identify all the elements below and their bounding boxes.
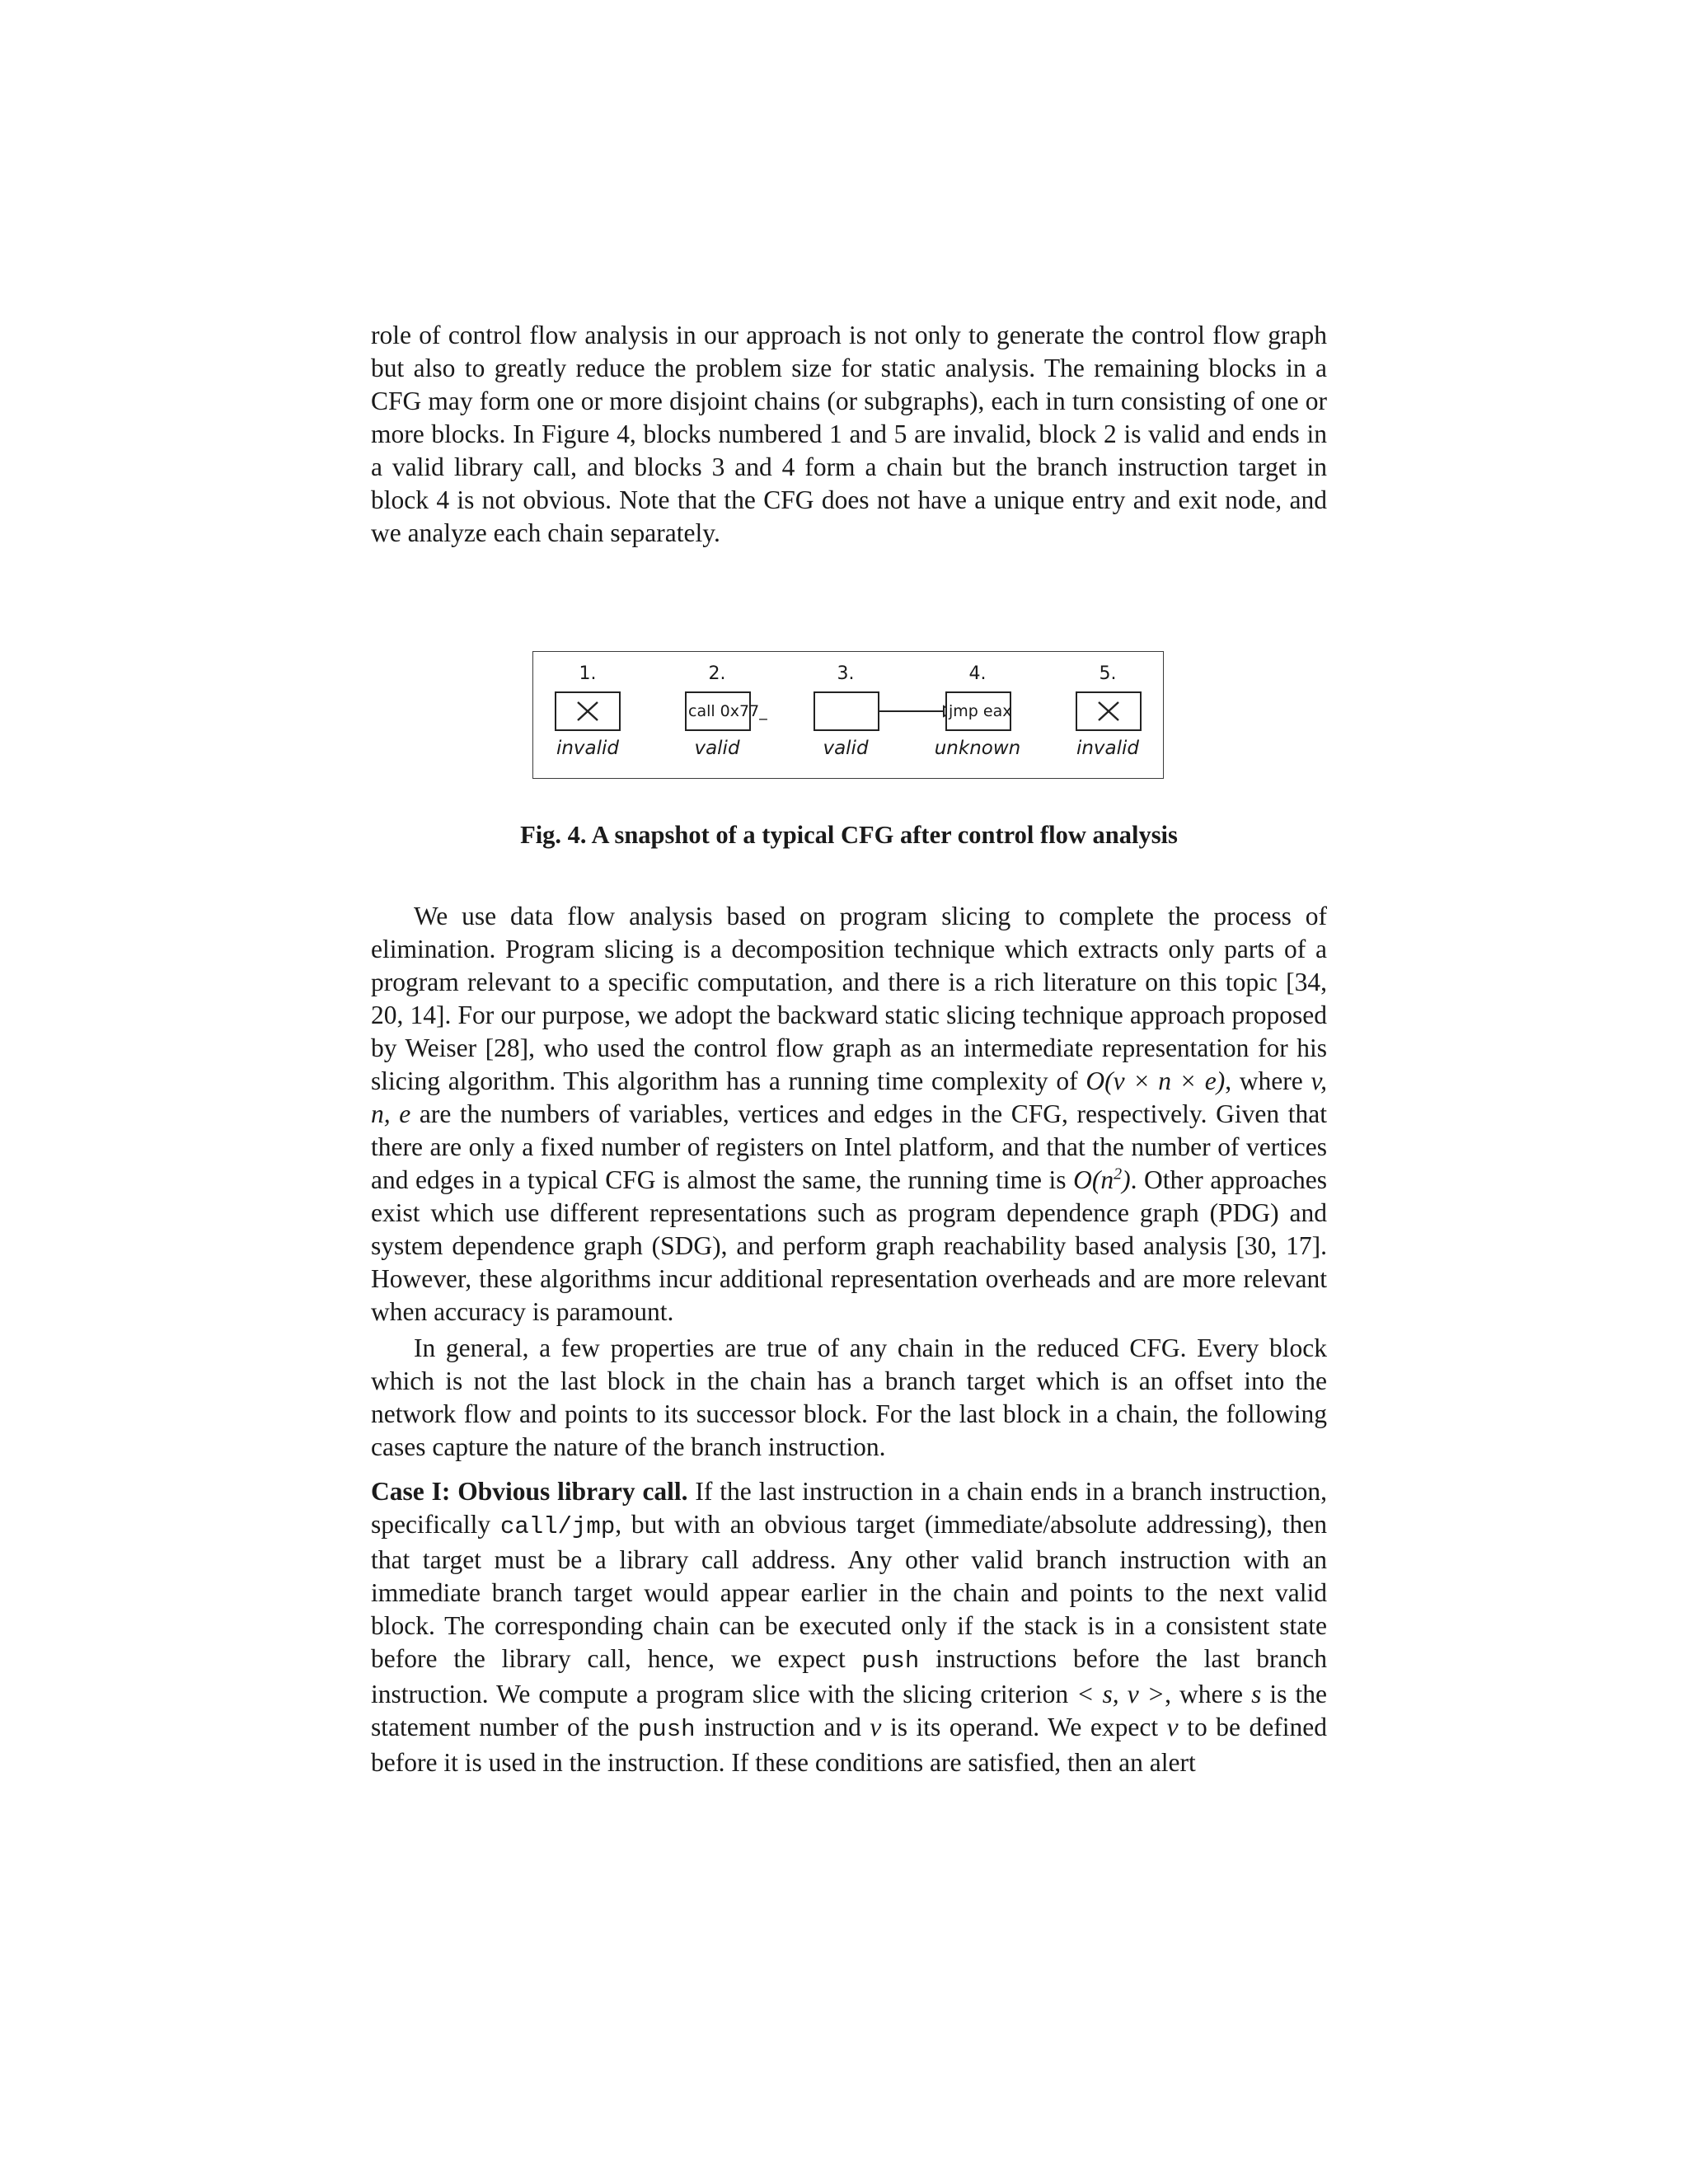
block-box [945,691,1011,731]
cfg-figure [532,651,1164,779]
block-status: valid [694,738,740,759]
block-number: 2. [708,663,726,684]
slicing-criterion: < s, v > [1076,1680,1165,1708]
cfg-block-3 [784,652,907,776]
slicing-text-1: We use data flow analysis based on program slicing to complete the process of elimination. Program slicing is a decomposition technique which extracts only parts of a program relevant to a specific computation, and there is a rich literature on this topic [34, 20, 14]. For our purpose, we adopt the backward static slicing technique approach proposed by Weiser [28], who used the control flow graph as an intermediate representation for his slicing algorithm. This algorithm has a running time complexity of [371,902,1327,1095]
slicing-text-2: , where [1225,1066,1311,1095]
cfg-block-2 [655,652,779,776]
cross-icon [576,701,599,722]
cfg-block-4 [916,652,1039,776]
complexity-formula: O(v × n × e) [1085,1066,1226,1095]
block-number: 3. [837,663,855,684]
block-status: valid [823,738,869,759]
variable-list: v, n, e [371,1066,1328,1128]
block-instruction: jmp eax [949,702,1012,720]
case-1-paragraph: Case I: Obvious library call. If the last instruction in a chain ends in a branch instruction, specifically call/jmp, but with an obvious target (immediate/absolute addressing), then that target must be a library call address. Any other valid branch instruction with an immediate branch target would appear earlier in the chain and points to the next valid block. The corresponding chain can be executed only if the stack is in a consistent state before the library call, hence, we expect push instructions before the last branch instruction. We compute a program slice with the slicing criterion < s, v >, where s is the statement number of the push instruction and v is its operand. We expect v to be defined before it is used in the instruction. If these conditions are satisfied, then an alert [371,1477,1328,1777]
code-push: push [637,1716,696,1743]
block-status: invalid [1076,738,1140,759]
block-number: 5. [1099,663,1117,684]
body-section [371,900,1327,1779]
block-box [555,691,621,731]
block-box [814,691,879,731]
cross-icon [1097,701,1120,722]
block-box [1076,691,1142,731]
intro-text: role of control flow analysis in our approach is not only to generate the control flow graph but also to greatly reduce the problem size for static analysis. The remaining blocks in a CFG may form one or more disjoint chains (or subgraphs), each in turn consisting of one or more blocks. In Figure 4, blocks numbered 1 and 5 are invalid, block 2 is valid and ends in a valid library call, and blocks 3 and 4 form a chain but the branch instruction target in block 4 is not obvious. Note that the CFG does not have a unique entry and exit node, and we analyze each chain separately. [371,321,1327,547]
quadratic-formula: $O(n^2)$ [1073,1165,1131,1194]
code-call-jmp: call/jmp [500,1513,616,1540]
case-1-heading: Case I: Obvious library call. [371,1477,688,1506]
properties-paragraph: In general, a few properties are true of any chain in the reduced CFG. Every block which is not the last block in the chain has a branch target which is an offset into the network flow and points to its successor block. For the last block in a chain, the following cases capture the nature of the branch instruction. [371,1333,1327,1461]
code-push: push [861,1647,920,1675]
cfg-block-1 [526,652,649,776]
block-number: 4. [968,663,987,684]
slicing-text-3: are the numbers of variables, vertices and edges in the CFG, respectively. Given that there are only a fixed number of registers on Intel platform, and that the number of vertices and edges in a typical CFG is almost the same, the running time is [371,1099,1327,1194]
slicing-text-4: . Other approaches exist which use different representations such as program dependence graph (PDG) and system dependence graph (SDG), and perform graph reachability based analysis [30, 17]. However, these algorithms incur additional representation overheads and are more relevant when accuracy is paramount. [371,1165,1327,1326]
block-box [685,691,767,731]
cfg-block-5 [1046,652,1170,776]
figure-caption: Fig. 4. A snapshot of a typical CFG after control flow analysis [520,821,1178,849]
block-instruction: call 0x77_ [688,702,767,720]
intro-paragraph [371,319,1327,550]
block-status: invalid [556,738,620,759]
slicing-paragraph [371,900,1327,1329]
block-status: unknown [934,738,1021,759]
block-number: 1. [579,663,597,684]
